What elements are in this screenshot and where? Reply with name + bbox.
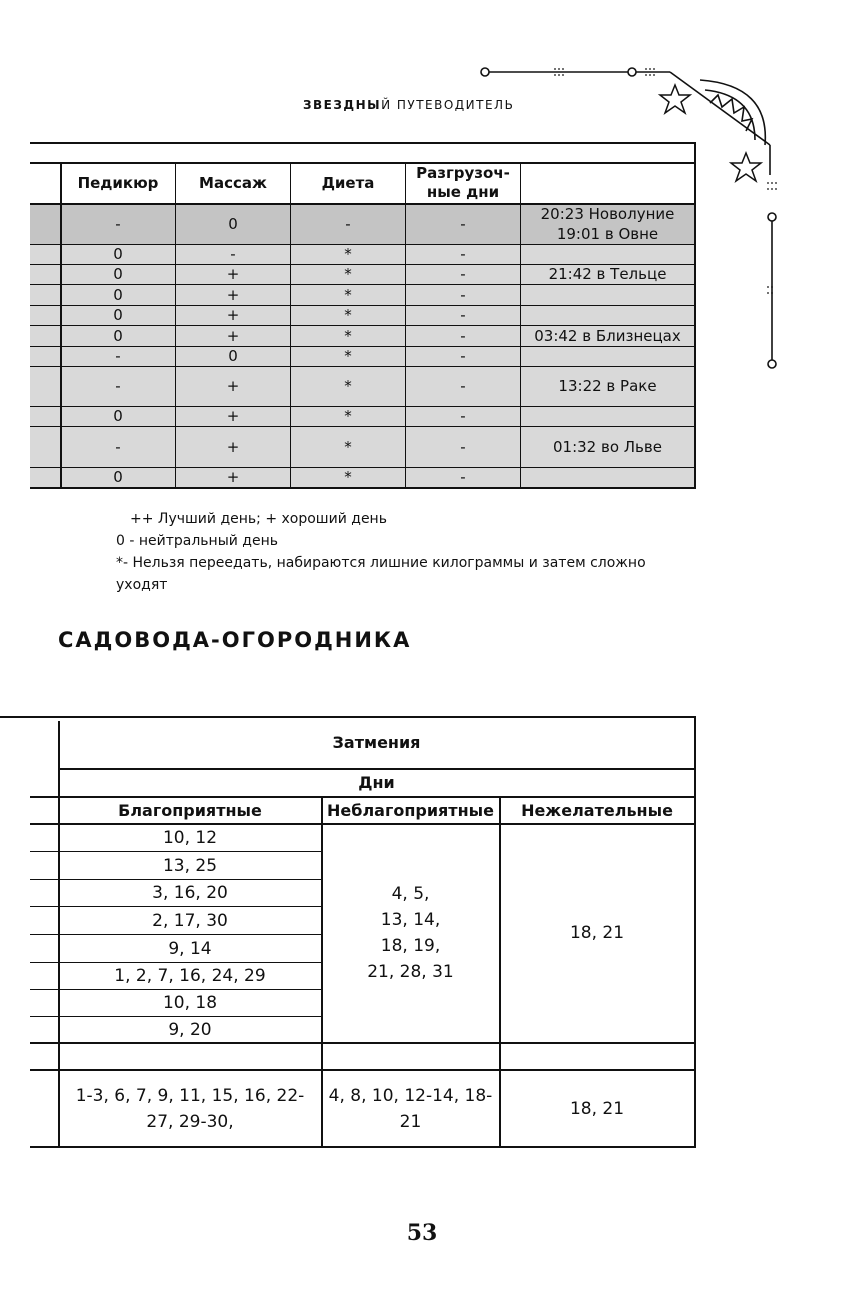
garden-table [0, 716, 700, 1148]
summary-unfavorable: 4, 8, 10, 12-14, 18-21 [328, 1085, 493, 1132]
cell-unload: - [460, 245, 466, 263]
unfavorable-line: 13, 14, [380, 910, 441, 930]
running-head-rest: Й ПУТЕВОДИТЕЛЬ [381, 98, 515, 112]
favorable-day-cell: 2, 17, 30 [152, 910, 228, 931]
summary-undesirable: 18, 21 [569, 1098, 625, 1119]
page-number: 53 [406, 1220, 438, 1246]
unfavorable-line: 4, 5, [391, 884, 430, 904]
cell-pedicure: 0 [113, 326, 123, 345]
header-unloading-days: Разгрузоч-ные дни [416, 164, 510, 201]
cell-pedicure: 0 [113, 407, 123, 425]
favorable-day-cell: 3, 16, 20 [152, 883, 228, 903]
cell-pedicure: - [115, 377, 121, 395]
cell-massage: + [226, 407, 240, 425]
header-favorable: Благоприятные [118, 800, 262, 820]
cell-massage: 0 [228, 215, 238, 233]
running-head [303, 98, 514, 112]
cell-massage: + [226, 377, 240, 395]
cell-diet: * [344, 407, 352, 425]
cell-pedicure: - [115, 215, 121, 233]
cell-diet: * [344, 468, 352, 486]
cell-pedicure: 0 [113, 265, 123, 283]
summary-favorable: 1-3, 6, 7, 9, 11, 15, 16, 22-27, 29-30, [75, 1085, 305, 1132]
cell-pedicure: - [115, 437, 121, 456]
cell-moon: 01:32 во Льве [553, 437, 662, 456]
favorable-day-cell: 13, 25 [162, 855, 218, 876]
legend-line: *- Нельзя переедать, набираются лишние килограммы и затем сложно [116, 555, 646, 571]
cell-moon [521, 467, 694, 487]
cell-diet: * [344, 347, 352, 365]
cell-moon [521, 244, 694, 264]
header-massage: Массаж [199, 173, 267, 192]
cell-massage: - [230, 245, 236, 263]
beauty-table [30, 142, 696, 488]
cell-unload: - [460, 306, 466, 324]
cell-unload: - [460, 407, 466, 425]
cell-diet: * [344, 377, 352, 395]
cell-moon [521, 346, 694, 366]
star-icon [731, 153, 761, 181]
cell-unload: - [460, 468, 466, 486]
cell-massage: + [226, 265, 240, 283]
cell-moon: 03:42 в Близнецах [534, 326, 681, 345]
cell-moon: 20:23 Новолуние 19:01 в Овне [540, 205, 675, 243]
legend-line: уходят [116, 577, 168, 593]
header-diet: Диета [321, 173, 375, 192]
legend-line: ++ Лучший день; + хороший день [130, 511, 387, 527]
favorable-day-cell: 9, 14 [168, 938, 212, 959]
cell-pedicure: 0 [113, 245, 123, 263]
legend-line: 0 - нейтральный день [116, 533, 278, 549]
cell-unload: - [460, 285, 466, 304]
cell-unload: - [460, 265, 466, 283]
cell-moon [521, 284, 694, 305]
favorable-day-cell: 10, 12 [162, 827, 218, 848]
cell-moon: 13:22 в Раке [558, 377, 657, 395]
favorable-day-cell: 9, 20 [168, 1019, 212, 1040]
header-pedicure: Педикюр [77, 173, 159, 192]
cell-massage: + [226, 285, 240, 304]
cell-moon: 21:42 в Тельце [548, 265, 667, 283]
cell-diet: * [344, 285, 352, 304]
cell-massage: + [226, 468, 240, 486]
star-icon [660, 85, 690, 113]
cell-diet: * [344, 245, 352, 263]
cell-massage: + [226, 306, 240, 324]
cell-unload: - [460, 215, 466, 233]
favorable-day-cell: 10, 18 [162, 993, 218, 1013]
cell-unload: - [460, 326, 466, 345]
header-unfavorable: Неблагоприятные [327, 800, 494, 820]
cell-massage: + [226, 326, 240, 345]
cell-moon [521, 406, 694, 426]
cell-diet: * [344, 437, 352, 456]
cell-unload: - [460, 347, 466, 365]
unfavorable-line: 18, 19, [380, 936, 441, 956]
cell-unload: - [460, 377, 466, 395]
cell-pedicure: - [115, 347, 121, 365]
cell-massage: + [226, 437, 240, 456]
running-head-bold: ЗВЕЗДНЫ [303, 98, 382, 112]
cell-massage: 0 [228, 347, 238, 365]
cell-diet: * [344, 326, 352, 345]
cell-pedicure: 0 [113, 468, 123, 486]
favorable-day-cell: 1, 2, 7, 16, 24, 29 [114, 966, 266, 986]
cell-pedicure: 0 [113, 285, 123, 304]
legend [116, 508, 706, 596]
cell-diet: * [344, 306, 352, 324]
cell-unload: - [460, 437, 466, 456]
unfavorable-days [322, 824, 499, 1042]
unfavorable-line: 21, 28, 31 [367, 962, 454, 982]
header-undesirable: Нежелательные [521, 800, 673, 820]
section-title: САДОВОДА-ОГОРОДНИКА [58, 628, 412, 652]
cell-moon [521, 305, 694, 325]
undesirable-days: 18, 21 [569, 923, 625, 943]
days-header: Дни [358, 773, 395, 792]
cell-pedicure: 0 [113, 306, 123, 324]
cell-diet: - [345, 215, 351, 233]
cell-diet: * [344, 265, 352, 283]
eclipses-header: Затмения [332, 733, 421, 752]
